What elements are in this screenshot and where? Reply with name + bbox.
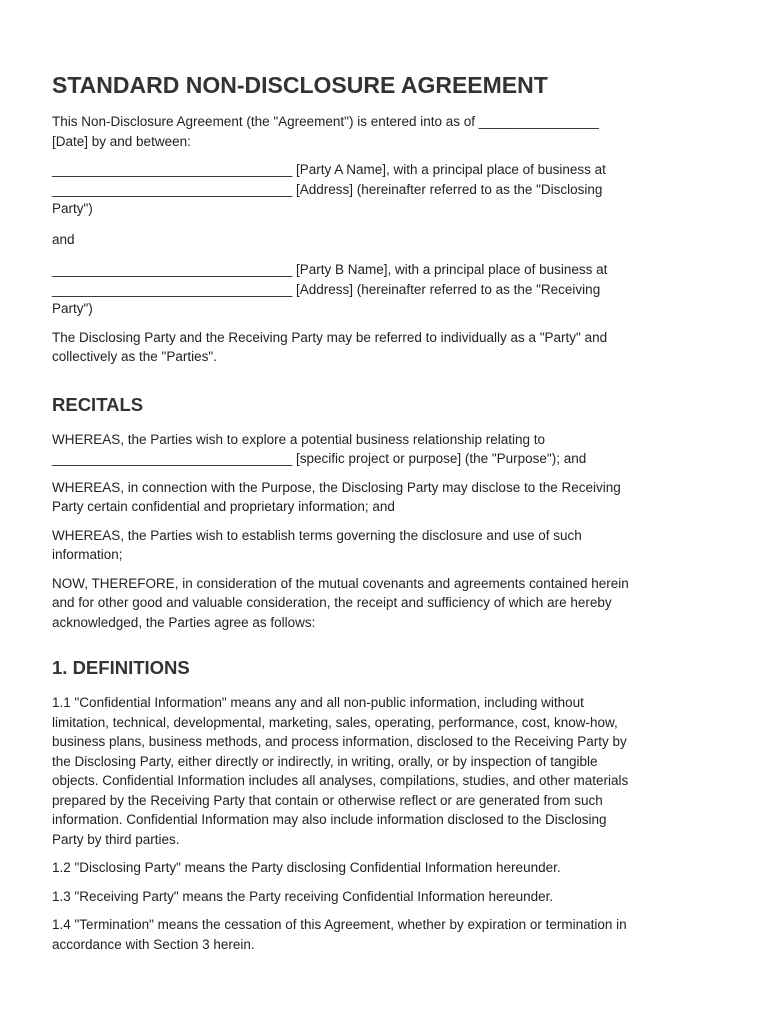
definition-line: the Disclosing Party, either directly or indirectly, in writing, orally, or by inspection of tangible <box>52 753 598 769</box>
definition-line: information. Confidential Information may also include information disclosed to the Disclosing <box>52 812 607 827</box>
party-b-line: ________________________________ [Address] (hereinafter referred to as the "Receiving <box>52 281 601 297</box>
parties-statement-line: The Disclosing Party and the Receiving Party may be referred to individually as a "Party" and <box>52 329 608 345</box>
parties-statement-line: collectively as the "Parties". <box>52 349 217 364</box>
party-a-line: ________________________________ [Party A Name], with a principal place of business at <box>52 162 606 177</box>
now-therefore-line: NOW, THEREFORE, in consideration of the mutual covenants and agreements contained herein <box>52 575 629 591</box>
intro-paragraph <box>52 112 722 151</box>
party-a-paragraph <box>52 160 722 219</box>
whereas-line: ________________________________ [specific project or purpose] (the "Purpose"); and <box>52 451 587 466</box>
whereas-line: Party certain confidential and proprietary information; and <box>52 499 395 514</box>
now-therefore-paragraph <box>52 574 722 633</box>
whereas-paragraph-1 <box>52 430 722 469</box>
definition-line: limitation, technical, developmental, marketing, sales, operating, performance, cost, know-how, <box>52 714 618 730</box>
party-b-line: ________________________________ [Party B Name], with a principal place of business at <box>52 262 608 277</box>
whereas-line: WHEREAS, in connection with the Purpose, the Disclosing Party may disclose to the Receiving <box>52 479 621 495</box>
party-b-line: Party") <box>52 301 93 316</box>
definition-line: objects. Confidential Information includes all analyses, compilations, studies, and other materials <box>52 773 629 788</box>
party-a-line: ________________________________ [Address] (hereinafter referred to as the "Disclosing <box>52 181 603 197</box>
document-title: STANDARD NON-DISCLOSURE AGREEMENT <box>52 72 548 98</box>
whereas-paragraph-3 <box>52 526 722 565</box>
now-therefore-line: acknowledged, the Parties agree as follows: <box>52 614 316 630</box>
whereas-line: information; <box>52 547 123 562</box>
document-page <box>52 70 722 954</box>
definition-line: prepared by the Receiving Party that contain or otherwise reflect or are generated from such <box>52 792 603 808</box>
intro-line: [Date] by and between: <box>52 133 191 149</box>
definition-1-4 <box>52 915 722 954</box>
whereas-line: WHEREAS, the Parties wish to explore a potential business relationship relating to <box>52 431 546 447</box>
and-text: and <box>52 231 75 247</box>
party-b-paragraph <box>52 260 722 319</box>
party-a-line: Party") <box>52 201 93 216</box>
definition-1-1 <box>52 693 722 849</box>
whereas-line: WHEREAS, the Parties wish to establish terms governing the disclosure and use of such <box>52 527 582 543</box>
definition-line: business plans, business methods, and process information, disclosed to the Receiving Party by <box>52 734 627 749</box>
intro-line: This Non-Disclosure Agreement (the "Agreement") is entered into as of ________________ <box>52 114 599 129</box>
now-therefore-line: and for other good and valuable consideration, the receipt and sufficiency of which are hereby <box>52 595 612 610</box>
definition-line: accordance with Section 3 herein. <box>52 936 255 952</box>
recitals-heading: RECITALS <box>52 393 144 415</box>
definition-line: 1.1 "Confidential Information" means any and all non-public information, including without <box>52 695 584 710</box>
definition-1-3: 1.3 "Receiving Party" means the Party receiving Confidential Information hereunder. <box>52 888 554 904</box>
whereas-paragraph-2 <box>52 478 722 517</box>
definitions-heading: 1. DEFINITIONS <box>52 657 190 678</box>
definition-line: Party by third parties. <box>52 831 180 847</box>
definition-line: 1.4 "Termination" means the cessation of this Agreement, whether by expiration or termination in <box>52 917 627 932</box>
parties-statement <box>52 328 722 367</box>
definition-1-2: 1.2 "Disclosing Party" means the Party disclosing Confidential Information hereunder. <box>52 860 561 875</box>
